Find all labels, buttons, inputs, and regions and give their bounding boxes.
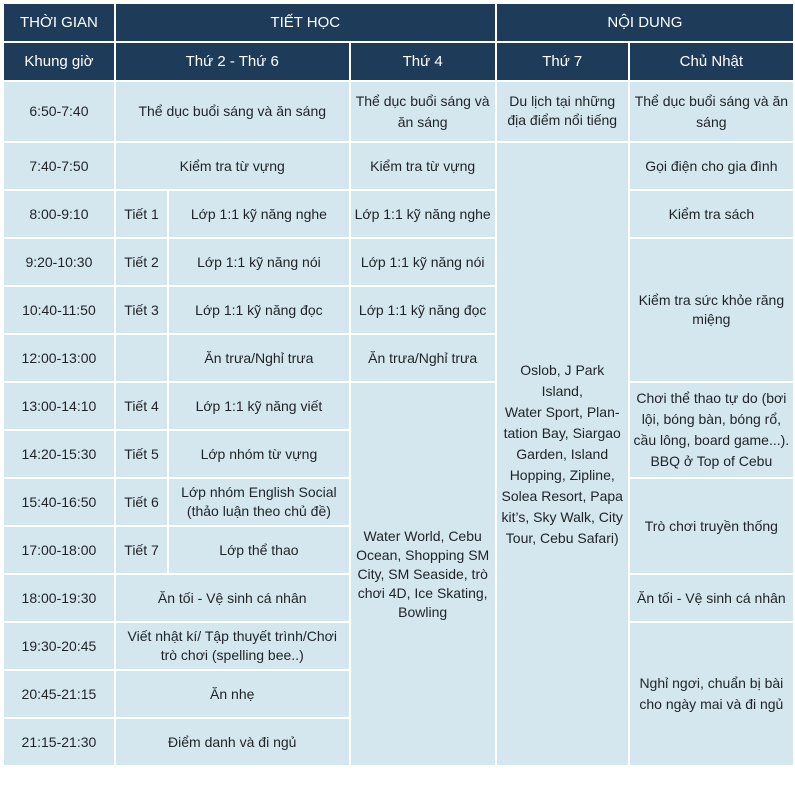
time-cell: 21:15-21:30 <box>4 719 114 765</box>
time-cell: 17:00-18:00 <box>4 527 114 573</box>
activity-cell: Lớp 1:1 kỹ năng đọc <box>169 287 348 333</box>
time-cell: 9:20-10:30 <box>4 239 114 285</box>
wednesday-cell: Lớp 1:1 kỹ năng nghe <box>351 191 495 237</box>
header-mon-fri: Thứ 2 - Thứ 6 <box>116 43 349 80</box>
period-cell <box>116 335 167 381</box>
header-sunday: Chủ Nhật <box>630 43 793 80</box>
period-cell: Tiết 5 <box>116 431 167 477</box>
wednesday-cell: Lớp 1:1 kỹ năng nói <box>351 239 495 285</box>
time-cell: 18:00-19:30 <box>4 575 114 621</box>
tour-line: kit’s, Sky Walk, City <box>501 508 623 525</box>
tour-line: Water Sport, Plan- <box>504 403 620 420</box>
period-cell: Tiết 7 <box>116 527 167 573</box>
header-lessons: TIẾT HỌC <box>116 4 495 41</box>
sunday-call-cell: Gọi điện cho gia đình <box>630 143 793 189</box>
period-cell: Tiết 6 <box>116 479 167 525</box>
activity-cell: Thể dục buổi sáng và ăn sáng <box>116 82 349 141</box>
wednesday-cell: Ăn trưa/Nghỉ trưa <box>351 335 495 381</box>
tour-line: Hopping, Zipline, <box>509 466 615 483</box>
sunday-dinner-cell: Ăn tối - Vệ sinh cá nhân <box>630 575 793 621</box>
tour-line: Oslob, J Park Island, <box>520 361 605 399</box>
activity-cell: Lớp nhóm English Social (thảo luận theo chủ đề) <box>169 479 348 525</box>
period-cell: Tiết 2 <box>116 239 167 285</box>
activity-cell: Điểm danh và đi ngủ <box>116 719 349 765</box>
time-cell: 7:40-7:50 <box>4 143 114 189</box>
activity-cell: Lớp 1:1 kỹ năng viết <box>169 383 348 429</box>
tour-line: Garden, Island <box>516 445 609 462</box>
wednesday-cell: Lớp 1:1 kỹ năng đọc <box>351 287 495 333</box>
activity-cell: Lớp 1:1 kỹ năng nghe <box>169 191 348 237</box>
header-wednesday: Thứ 4 <box>351 43 495 80</box>
time-cell: 12:00-13:00 <box>4 335 114 381</box>
activity-cell: Ăn trưa/Nghỉ trưa <box>169 335 348 381</box>
wednesday-cell: Thể dục buổi sáng và ăn sáng <box>351 82 495 141</box>
time-cell: 8:00-9:10 <box>4 191 114 237</box>
sunday-sports-cell: Chơi thể thao tự do (bơi lội, bóng bàn, bóng rổ, cầu lông, board game...). BBQ ở Top of Cebu <box>630 383 793 477</box>
time-cell: 14:20-15:30 <box>4 431 114 477</box>
tour-line: tation Bay, Siargao <box>503 424 621 441</box>
period-cell: Tiết 4 <box>116 383 167 429</box>
sunday-morning-cell: Thể dục buổi sáng và ăn sáng <box>630 82 793 141</box>
header-saturday: Thứ 7 <box>497 43 628 80</box>
activity-cell: Ăn tối - Vệ sinh cá nhân <box>116 575 349 621</box>
time-cell: 19:30-20:45 <box>4 623 114 669</box>
sunday-books-cell: Kiểm tra sách <box>630 191 793 237</box>
sunday-rest-cell: Nghỉ ngơi, chuẩn bị bài cho ngày mai và đi ngủ <box>630 623 793 765</box>
period-cell: Tiết 1 <box>116 191 167 237</box>
tour-line: Solea Resort, Papa <box>501 487 623 504</box>
header-time-slot: Khung giờ <box>4 43 114 80</box>
time-cell: 20:45-21:15 <box>4 671 114 717</box>
header-content: NỘI DUNG <box>497 4 793 41</box>
header-time: THỜI GIAN <box>4 4 114 41</box>
time-cell: 13:00-14:10 <box>4 383 114 429</box>
tour-line: Tour, Cebu Safari) <box>505 529 619 546</box>
activity-cell: Kiểm tra từ vựng <box>116 143 349 189</box>
sunday-games-cell: Trò chơi truyền thống <box>630 479 793 573</box>
activity-cell: Lớp nhóm từ vựng <box>169 431 348 477</box>
time-cell: 10:40-11:50 <box>4 287 114 333</box>
activity-cell: Viết nhật kí/ Tập thuyết trình/Chơi trò chơi (spelling bee..) <box>116 623 349 669</box>
sunday-dental-cell: Kiểm tra sức khỏe răng miệng <box>630 239 793 381</box>
saturday-tours-cell <box>497 143 628 765</box>
schedule-table <box>2 2 795 767</box>
saturday-morning-cell: Du lịch tại những địa điểm nổi tiếng <box>497 82 628 141</box>
activity-cell: Lớp 1:1 kỹ năng nói <box>169 239 348 285</box>
activity-cell: Ăn nhẹ <box>116 671 349 717</box>
time-cell: 15:40-16:50 <box>4 479 114 525</box>
activity-cell: Lớp thể thao <box>169 527 348 573</box>
wednesday-afternoon-cell: Water World, Cebu Ocean, Shopping SM City, SM Seaside, trò chơi 4D, Ice Skating, Bowling <box>351 383 495 765</box>
wednesday-cell: Kiểm tra từ vựng <box>351 143 495 189</box>
time-cell: 6:50-7:40 <box>4 82 114 141</box>
period-cell: Tiết 3 <box>116 287 167 333</box>
